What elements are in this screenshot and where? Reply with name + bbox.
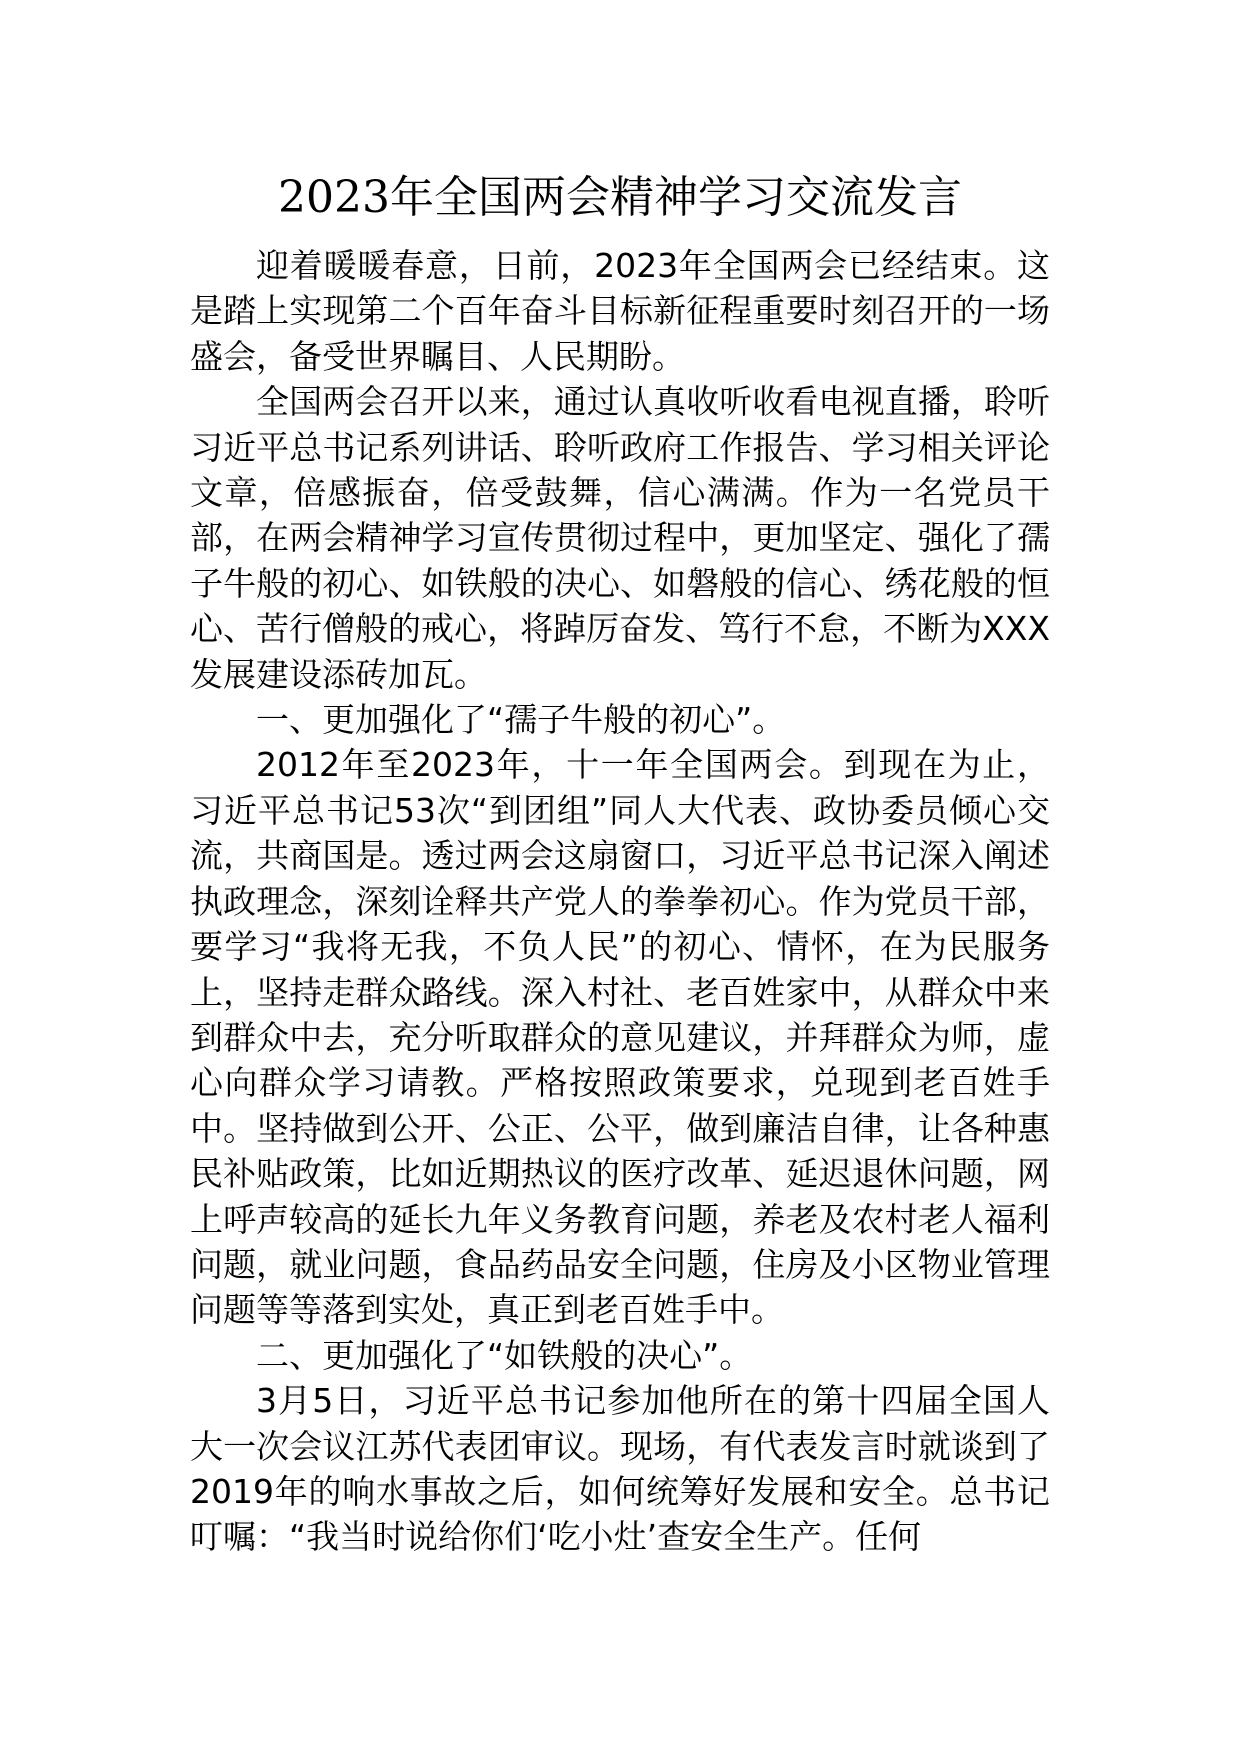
paragraph-section-1: 2012年至2023年，十一年全国两会。到现在为止，习近平总书记53次“到团组”同人大代表、政协委员倾心交流，共商国是。透过两会这扇窗口，习近平总书记深入阐述执政理念，深刻诠释共产党人的拳拳初心。作为党员干部，要学习“我将无我，不负人民”的初心、情怀，在为民服务上，坚持走群众路线。深入村社、老百姓家中，从群众中来到群众中去，充分听取群众的意见建议，并拜群众为师，虚心向群众学习请教。严格按照政策要求，兑现到老百姓手中。坚持做到公开、公正、公平，做到廉洁自律，让各种惠民补贴政策，比如近期热议的医疗改革、延迟退休问题，网上呼声较高的延长九年义务教育问题，养老及农村老人福利问题，就业问题，食品药品安全问题，住房及小区物业管理问题等等落到实处，真正到老百姓手中。 [190, 745, 1050, 1330]
document-title: 2023年全国两会精神学习交流发言 [278, 172, 962, 223]
section-heading-2: 二、更加强化了“如铁般的决心”。 [256, 1335, 753, 1375]
document-body [190, 243, 1050, 1560]
section-heading-1: 一、更加强化了“孺子牛般的初心”。 [256, 700, 786, 740]
paragraph-section-2: 3月5日，习近平总书记参加他所在的第十四届全国人大一次会议江苏代表团审议。现场，有代表发言时就谈到了2019年的响水事故之后，如何统筹好发展和安全。总书记叮嘱：“我当时说给你们‘吃小灶’查安全生产。任何 [190, 1381, 1050, 1557]
paragraph-intro: 迎着暖暖春意，日前，2023年全国两会已经结束。这是踏上实现第二个百年奋斗目标新征程重要时刻召开的一场盛会，备受世界瞩目、人民期盼。 [190, 246, 1050, 376]
paragraph-overview: 全国两会召开以来，通过认真收听收看电视直播，聆听习近平总书记系列讲话、聆听政府工作报告、学习相关评论文章，倍感振奋，倍受鼓舞，信心满满。作为一名党员干部，在两会精神学习宣传贯彻过程中，更加坚定、强化了孺子牛般的初心、如铁般的决心、如磐般的信心、绣花般的恒心、苦行僧般的戒心，将踔厉奋发、笃行不怠，不断为XXX发展建设添砖加瓦。 [190, 382, 1050, 694]
